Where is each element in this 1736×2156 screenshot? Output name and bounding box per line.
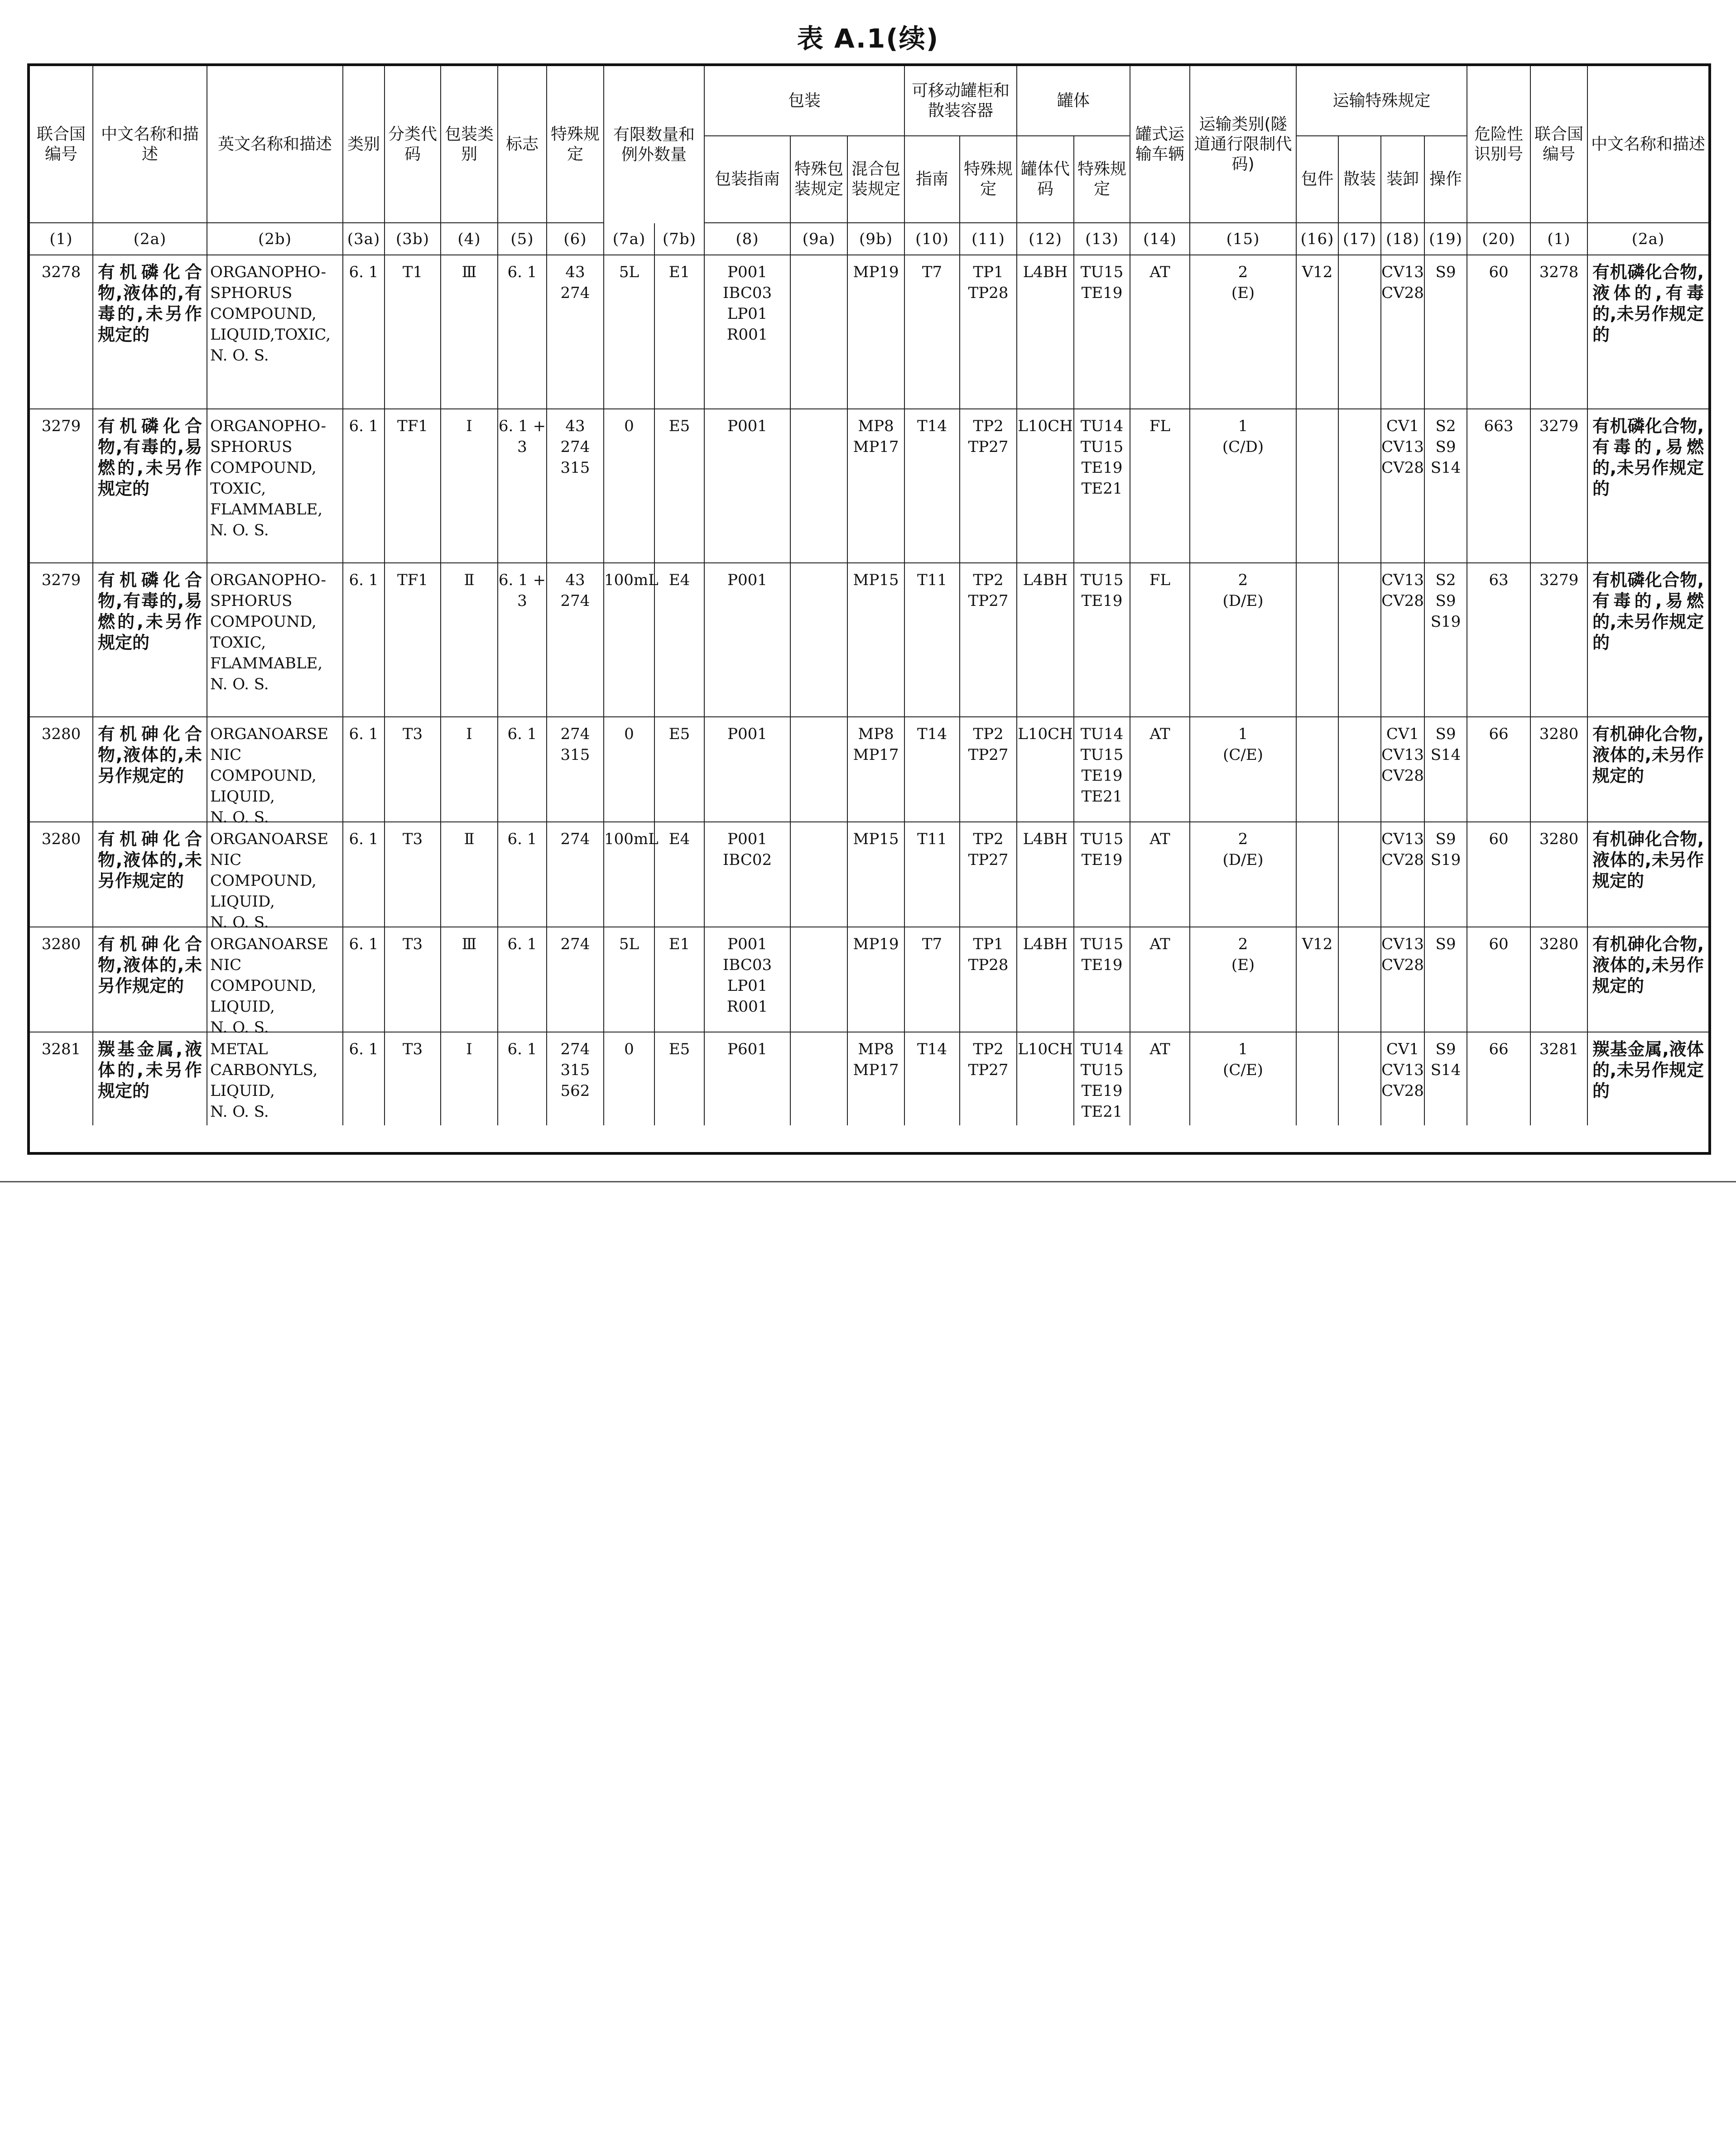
cell-c16 xyxy=(1297,409,1339,563)
cell-c19: S9 xyxy=(1425,927,1467,1032)
cell-c7a: 100mL xyxy=(604,563,655,717)
cell-c2ar: 有机砷化合物,液体的,未另作规定的 xyxy=(1588,927,1708,1032)
cell-c5: 6. 1 xyxy=(498,822,547,927)
cell-c9a xyxy=(791,717,848,822)
cell-c14: FL xyxy=(1130,563,1190,717)
cell-c18: CV1 CV13 CV28 xyxy=(1381,409,1425,563)
cell-c4: Ⅲ xyxy=(441,927,498,1032)
cell-c12: L4BH xyxy=(1017,255,1074,409)
cell-c9b: MP15 xyxy=(848,563,905,717)
cell-c19: S9 S14 xyxy=(1425,717,1467,822)
cell-c14: AT xyxy=(1130,255,1190,409)
cell-c3a: 6. 1 xyxy=(343,927,385,1032)
cell-c1: 3280 xyxy=(30,717,93,822)
cell-c2b: ORGANOPHO- SPHORUS COMPOUND, TOXIC, FLAMMABLE, N. O. S. xyxy=(207,563,343,717)
cell-c17 xyxy=(1339,927,1381,1032)
cell-c2a: 有机砷化合物,液体的,未另作规定的 xyxy=(93,717,207,822)
cell-c15: 2 (E) xyxy=(1190,927,1297,1032)
cell-c2b: ORGANOARSENIC COMPOUND, LIQUID, N. O. S. xyxy=(207,927,343,1032)
cell-c7a: 5L xyxy=(604,927,655,1032)
cell-c1r: 3278 xyxy=(1531,255,1588,409)
cell-c5: 6. 1 xyxy=(498,717,547,822)
cell-c18: CV1 CV13 CV28 xyxy=(1381,1032,1425,1125)
cell-c1: 3279 xyxy=(30,563,93,717)
cell-c7b: E5 xyxy=(655,1032,705,1125)
cell-c10: T14 xyxy=(905,717,960,822)
header-c3a: 类别 xyxy=(343,66,385,223)
cell-c17 xyxy=(1339,563,1381,717)
cell-c13: TU14 TU15 TE19 TE21 xyxy=(1074,717,1130,822)
header-c17: 散装 xyxy=(1339,136,1381,223)
cell-c2ar: 羰基金属,液体的,未另作规定的 xyxy=(1592,1039,1704,1101)
cell-c15: 1 (C/E) xyxy=(1190,1032,1297,1125)
cell-c2a: 有机磷化合物,液体的,有毒的,未另作规定的 xyxy=(93,255,207,409)
cell-c15: 2 (D/E) xyxy=(1190,822,1297,927)
header-c1: 联合国编号 xyxy=(30,66,93,223)
cell-c7b: E4 xyxy=(655,822,705,927)
cell-c9a xyxy=(791,255,848,409)
cell-c8: P001 xyxy=(705,563,791,717)
cell-c3b: TF1 xyxy=(385,409,441,563)
cell-c7a: 100mL xyxy=(604,822,655,927)
cell-c10: T14 xyxy=(905,409,960,563)
cell-c13: TU14 TU15 TE19 TE21 xyxy=(1074,1032,1130,1125)
cell-c7a: 0 xyxy=(604,409,655,563)
cell-c15: 1 (C/E) xyxy=(1190,717,1297,822)
header-c5: 标志 xyxy=(498,66,547,223)
cell-c20: 663 xyxy=(1467,409,1531,563)
cell-c2a: 有机砷化合物,液体的,未另作规定的 xyxy=(93,927,207,1032)
header-c3b: 分类代码 xyxy=(385,66,441,223)
cell-c14: FL xyxy=(1130,409,1190,563)
page-divider xyxy=(0,1181,1736,1182)
cell-c9a xyxy=(791,409,848,563)
cell-c3b: T3 xyxy=(385,717,441,822)
header-c9a: 特殊包装规定 xyxy=(791,136,848,223)
cell-c10: T7 xyxy=(905,255,960,409)
cell-c8: P001 xyxy=(705,409,791,563)
cell-c12: L10CH xyxy=(1017,717,1074,822)
column-number: (18) xyxy=(1381,223,1425,255)
cell-c2b: METAL CARBONYLS, LIQUID, N. O. S. xyxy=(207,1032,343,1125)
cell-c1: 3278 xyxy=(30,255,93,409)
cell-c1r: 3280 xyxy=(1531,717,1588,822)
header-c16: 包件 xyxy=(1297,136,1339,223)
column-number: (9b) xyxy=(848,223,905,255)
cell-c3a: 6. 1 xyxy=(343,563,385,717)
column-number: (5) xyxy=(498,223,547,255)
cell-c13: TU15 TE19 xyxy=(1074,255,1130,409)
cell-c11: TP2 TP27 xyxy=(960,822,1017,927)
cell-c2ar: 有机砷化合物,液体的,未另作规定的 xyxy=(1588,822,1708,927)
cell-c9b: MP15 xyxy=(848,822,905,927)
column-number: (16) xyxy=(1297,223,1339,255)
cell-c3a: 6. 1 xyxy=(343,255,385,409)
column-number: (20) xyxy=(1467,223,1531,255)
cell-c17 xyxy=(1339,1032,1381,1125)
cell-c3a: 6. 1 xyxy=(343,822,385,927)
column-number: (17) xyxy=(1339,223,1381,255)
cell-c18: CV13 CV28 xyxy=(1381,822,1425,927)
cell-c2b: ORGANOARSENIC COMPOUND, LIQUID, N. O. S. xyxy=(207,822,343,927)
cell-c16 xyxy=(1297,717,1339,822)
cell-c10: T14 xyxy=(905,1032,960,1125)
cell-c1: 3281 xyxy=(30,1032,93,1125)
cell-c9b: MP19 xyxy=(848,255,905,409)
cell-c9a xyxy=(791,822,848,927)
cell-c3b: T3 xyxy=(385,822,441,927)
cell-c2a: 有机磷化合物,有毒的,易燃的,未另作规定的 xyxy=(93,563,207,717)
cell-c13: TU14 TU15 TE19 TE21 xyxy=(1074,409,1130,563)
cell-c5: 6. 1 xyxy=(498,1032,547,1125)
cell-c1: 3280 xyxy=(30,822,93,927)
cell-c12: L10CH xyxy=(1017,409,1074,563)
column-number: (8) xyxy=(705,223,791,255)
column-number: (3a) xyxy=(343,223,385,255)
cell-c4: Ⅲ xyxy=(441,255,498,409)
cell-c4: Ⅱ xyxy=(441,822,498,927)
cell-c8: P001 xyxy=(705,717,791,822)
cell-c6: 43 274 xyxy=(547,563,604,717)
cell-c16 xyxy=(1297,1032,1339,1125)
header-c8: 包装指南 xyxy=(705,136,791,223)
cell-c1r: 3280 xyxy=(1531,927,1588,1032)
cell-c1: 3279 xyxy=(30,409,93,563)
cell-c18: CV13 CV28 xyxy=(1381,255,1425,409)
cell-c7b: E1 xyxy=(655,255,705,409)
cell-c4: Ⅰ xyxy=(441,409,498,563)
cell-c5: 6. 1 + 3 xyxy=(498,409,547,563)
cell-c14: AT xyxy=(1130,927,1190,1032)
cell-c14: AT xyxy=(1130,822,1190,927)
column-number: (1) xyxy=(1531,223,1588,255)
cell-c11: TP2 TP27 xyxy=(960,409,1017,563)
cell-c9a xyxy=(791,927,848,1032)
column-number: (4) xyxy=(441,223,498,255)
column-number: (7b) xyxy=(655,223,705,255)
cell-c1r: 3281 xyxy=(1531,1032,1588,1125)
column-number: (10) xyxy=(905,223,960,255)
column-number: (9a) xyxy=(791,223,848,255)
cell-c5: 6. 1 + 3 xyxy=(498,563,547,717)
cell-c7a: 0 xyxy=(604,1032,655,1125)
header-c18: 装卸 xyxy=(1381,136,1425,223)
column-number: (3b) xyxy=(385,223,441,255)
cell-c2ar: 有机磷化合物,液体的,有毒的,未另作规定的 xyxy=(1588,255,1708,409)
header-c4: 包装类别 xyxy=(441,66,498,223)
cell-c19: S9 S14 xyxy=(1425,1032,1467,1125)
cell-c4: Ⅰ xyxy=(441,717,498,822)
cell-c20: 66 xyxy=(1467,717,1531,822)
cell-c12: L4BH xyxy=(1017,822,1074,927)
cell-c16: V12 xyxy=(1297,927,1339,1032)
cell-c13: TU15 TE19 xyxy=(1074,822,1130,927)
header-c2a: 中文名称和描述 xyxy=(93,66,207,223)
cell-c1r: 3279 xyxy=(1531,409,1588,563)
cell-c8: P001 IBC03 LP01 R001 xyxy=(705,927,791,1032)
cell-c10: T7 xyxy=(905,927,960,1032)
header-c19: 操作 xyxy=(1425,136,1467,223)
cell-c8: P001 IBC03 LP01 R001 xyxy=(705,255,791,409)
header-group-portable: 可移动罐柜和散装容器 xyxy=(905,66,1017,136)
column-number: (14) xyxy=(1130,223,1190,255)
cell-c3b: T3 xyxy=(385,1032,441,1125)
cell-c2b: ORGANOPHO- SPHORUS COMPOUND, TOXIC, FLAMMABLE, N. O. S. xyxy=(207,409,343,563)
cell-c9b: MP19 xyxy=(848,927,905,1032)
cell-c20: 60 xyxy=(1467,927,1531,1032)
header-group-tanks: 罐体 xyxy=(1017,66,1130,136)
column-number: (2a) xyxy=(1588,223,1708,255)
header-c15: 运输类别(隧道通行限制代码) xyxy=(1190,66,1297,223)
cell-c2ar: 有机砷化合物,液体的,未另作规定的 xyxy=(1588,717,1708,822)
column-number: (19) xyxy=(1425,223,1467,255)
cell-c9a xyxy=(791,1032,848,1125)
cell-c6: 274 315 xyxy=(547,717,604,822)
cell-c3b: T3 xyxy=(385,927,441,1032)
cell-c7b: E4 xyxy=(655,563,705,717)
cell-c9a xyxy=(791,563,848,717)
cell-c20: 60 xyxy=(1467,822,1531,927)
cell-c16 xyxy=(1297,563,1339,717)
cell-c1r: 3279 xyxy=(1531,563,1588,717)
cell-c2b: ORGANOARSENIC COMPOUND, LIQUID, N. O. S. xyxy=(207,717,343,822)
cell-c19: S2 S9 S14 xyxy=(1425,409,1467,563)
cell-c18: CV13 CV28 xyxy=(1381,927,1425,1032)
cell-c17 xyxy=(1339,255,1381,409)
cell-c7b: E1 xyxy=(655,927,705,1032)
table-title: 表 A.1(续) xyxy=(797,23,939,54)
cell-c12: L10CH xyxy=(1017,1032,1074,1125)
column-number: (1) xyxy=(30,223,93,255)
cell-c11: TP2 TP27 xyxy=(960,1032,1017,1125)
cell-c2a: 羰基金属,液体的,未另作规定的 xyxy=(93,1032,207,1125)
cell-c17 xyxy=(1339,822,1381,927)
cell-c14: AT xyxy=(1130,1032,1190,1125)
cell-c20: 66 xyxy=(1467,1032,1531,1125)
column-number: (15) xyxy=(1190,223,1297,255)
header-c6: 特殊规定 xyxy=(547,66,604,223)
cell-c13: TU15 TE19 xyxy=(1074,563,1130,717)
column-number: (7a) xyxy=(604,223,655,255)
cell-c11: TP2 TP27 xyxy=(960,717,1017,822)
column-number: (6) xyxy=(547,223,604,255)
header-c7: 有限数量和例外数量 xyxy=(604,66,705,223)
cell-c9b: MP8 MP17 xyxy=(848,409,905,563)
cell-c7b: E5 xyxy=(655,717,705,822)
cell-c19: S9 S19 xyxy=(1425,822,1467,927)
header-c10: 指南 xyxy=(905,136,960,223)
header-group-packaging: 包装 xyxy=(705,66,905,136)
header-c13: 特殊规定 xyxy=(1074,136,1130,223)
header-c20: 危险性识别号 xyxy=(1467,66,1531,223)
cell-c1: 3280 xyxy=(30,927,93,1032)
cell-c2ar: 有机磷化合物,有毒的,易燃的,未另作规定的 xyxy=(1588,409,1708,563)
cell-c9b: MP8 MP17 xyxy=(848,1032,905,1125)
cell-c6: 274 315 562 xyxy=(547,1032,604,1125)
cell-c3b: TF1 xyxy=(385,563,441,717)
cell-c3a: 6. 1 xyxy=(343,409,385,563)
cell-c12: L4BH xyxy=(1017,927,1074,1032)
cell-c1r: 3280 xyxy=(1531,822,1588,927)
cell-c9b: MP8 MP17 xyxy=(848,717,905,822)
cell-c4: Ⅰ xyxy=(441,1032,498,1125)
header-c2ar: 中文名称和描述 xyxy=(1588,66,1708,223)
header-c12: 罐体代码 xyxy=(1017,136,1074,223)
cell-c3b: T1 xyxy=(385,255,441,409)
cell-c6: 274 xyxy=(547,822,604,927)
cell-c17 xyxy=(1339,717,1381,822)
dangerous-goods-table xyxy=(27,63,1711,1155)
cell-c2b: ORGANOPHO- SPHORUS COMPOUND, LIQUID,TOXIC, N. O. S. xyxy=(207,255,343,409)
cell-c19: S9 xyxy=(1425,255,1467,409)
cell-c12: L4BH xyxy=(1017,563,1074,717)
column-number: (13) xyxy=(1074,223,1130,255)
header-c2b: 英文名称和描述 xyxy=(207,66,343,223)
cell-c15: 2 (E) xyxy=(1190,255,1297,409)
cell-c7a: 0 xyxy=(604,717,655,822)
cell-c19: S2 S9 S19 xyxy=(1425,563,1467,717)
cell-c2a: 有机磷化合物,有毒的,易燃的,未另作规定的 xyxy=(93,409,207,563)
column-number: (2a) xyxy=(93,223,207,255)
cell-c15: 1 (C/D) xyxy=(1190,409,1297,563)
cell-c8: P601 xyxy=(705,1032,791,1125)
cell-c16: V12 xyxy=(1297,255,1339,409)
cell-c17 xyxy=(1339,409,1381,563)
cell-c16 xyxy=(1297,822,1339,927)
column-number: (11) xyxy=(960,223,1017,255)
cell-c14: AT xyxy=(1130,717,1190,822)
cell-c3a: 6. 1 xyxy=(343,1032,385,1125)
cell-c13: TU15 TE19 xyxy=(1074,927,1130,1032)
cell-c2a: 有机砷化合物,液体的,未另作规定的 xyxy=(93,822,207,927)
cell-c18: CV13 CV28 xyxy=(1381,563,1425,717)
header-c9b: 混合包装规定 xyxy=(848,136,905,223)
cell-c6: 43 274 xyxy=(547,255,604,409)
cell-c3a: 6. 1 xyxy=(343,717,385,822)
cell-c5: 6. 1 xyxy=(498,255,547,409)
cell-c11: TP1 TP28 xyxy=(960,255,1017,409)
header-c1r: 联合国编号 xyxy=(1531,66,1588,223)
cell-c11: TP2 TP27 xyxy=(960,563,1017,717)
cell-c6: 43 274 315 xyxy=(547,409,604,563)
cell-c6: 274 xyxy=(547,927,604,1032)
cell-c2ar: 有机磷化合物,有毒的,易燃的,未另作规定的 xyxy=(1588,563,1708,717)
cell-c10: T11 xyxy=(905,822,960,927)
cell-c4: Ⅱ xyxy=(441,563,498,717)
header-c14: 罐式运输车辆 xyxy=(1130,66,1190,223)
cell-c15: 2 (D/E) xyxy=(1190,563,1297,717)
cell-c11: TP1 TP28 xyxy=(960,927,1017,1032)
header-group-special: 运输特殊规定 xyxy=(1297,66,1467,136)
column-number: (12) xyxy=(1017,223,1074,255)
cell-c7a: 5L xyxy=(604,255,655,409)
cell-c20: 63 xyxy=(1467,563,1531,717)
cell-c5: 6. 1 xyxy=(498,927,547,1032)
cell-c8: P001 IBC02 xyxy=(705,822,791,927)
cell-c18: CV1 CV13 CV28 xyxy=(1381,717,1425,822)
cell-c7b: E5 xyxy=(655,409,705,563)
cell-c20: 60 xyxy=(1467,255,1531,409)
column-number: (2b) xyxy=(207,223,343,255)
header-c11: 特殊规定 xyxy=(960,136,1017,223)
cell-c10: T11 xyxy=(905,563,960,717)
